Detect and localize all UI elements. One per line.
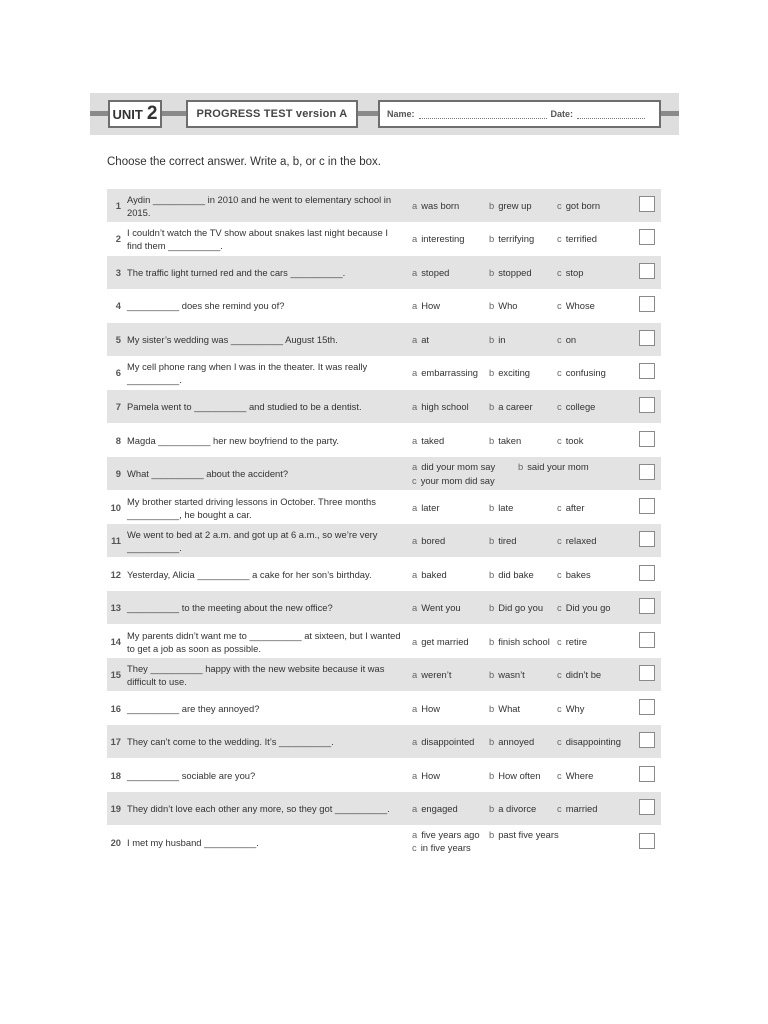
question-row — [107, 256, 661, 289]
option-text: married — [565, 803, 598, 814]
question-text: My parents didn’t want me to __________ at sixteen, but I wanted to get a job as soon as possible. — [127, 629, 401, 654]
answer-box[interactable] — [639, 431, 655, 447]
option-letter: b — [489, 803, 495, 814]
question-number: 14 — [110, 636, 121, 647]
option-text: bakes — [565, 569, 591, 580]
option-letter: a — [412, 267, 418, 278]
option-letter: a — [412, 829, 418, 840]
option-b — [489, 534, 516, 547]
option-c — [557, 601, 611, 614]
option-text: stop — [565, 267, 584, 278]
option-text: grew up — [498, 200, 532, 211]
answer-box[interactable] — [639, 296, 655, 312]
option-letter: b — [518, 461, 524, 472]
question-row — [107, 692, 661, 725]
option-c — [557, 199, 600, 212]
option-text: said your mom — [527, 461, 589, 472]
option-text: confusing — [565, 367, 606, 378]
question-number: 5 — [115, 334, 121, 345]
option-letter: a — [412, 736, 418, 747]
answer-box[interactable] — [639, 833, 655, 849]
option-c — [557, 568, 591, 581]
question-row — [107, 658, 661, 691]
answer-box[interactable] — [639, 732, 655, 748]
question-row — [107, 591, 661, 624]
option-c — [557, 534, 596, 547]
question-number: 2 — [115, 233, 121, 244]
option-c — [557, 501, 584, 514]
question-number: 15 — [110, 669, 121, 680]
option-b — [489, 828, 559, 841]
question-row — [107, 759, 661, 792]
option-text: late — [498, 502, 514, 513]
option-letter: c — [557, 334, 562, 345]
answer-box[interactable] — [639, 229, 655, 245]
option-text: got born — [565, 200, 601, 211]
option-letter: b — [489, 602, 495, 613]
answer-box[interactable] — [639, 766, 655, 782]
option-letter: c — [557, 736, 562, 747]
option-letter: c — [557, 535, 562, 546]
option-letter: a — [412, 803, 418, 814]
option-a — [412, 668, 451, 681]
option-text: interesting — [421, 233, 465, 244]
option-text: Why — [565, 703, 585, 714]
question-number: 20 — [110, 837, 121, 848]
option-letter: c — [412, 842, 417, 853]
option-text: Went you — [421, 602, 461, 613]
option-text: five years ago — [421, 829, 480, 840]
header-stripe-mid — [162, 111, 186, 116]
option-b — [489, 199, 532, 212]
question-text: My brother started driving lessons in October. Three months __________, he bought a car. — [127, 495, 376, 520]
option-letter: b — [489, 502, 495, 513]
option-c — [557, 333, 576, 346]
option-b — [489, 266, 532, 279]
option-text: on — [565, 334, 577, 345]
test-title: PROGRESS TEST version A — [196, 108, 348, 120]
question-row — [107, 625, 661, 658]
question-row — [107, 323, 661, 356]
option-letter: a — [412, 569, 418, 580]
option-letter: a — [412, 200, 418, 211]
question-number: 9 — [115, 468, 121, 479]
option-a — [412, 333, 429, 346]
option-letter: b — [489, 736, 495, 747]
option-letter: c — [412, 475, 417, 486]
option-letter: a — [412, 602, 418, 613]
option-text: exciting — [498, 367, 531, 378]
question-row — [107, 524, 661, 557]
question-row — [107, 826, 661, 859]
question-text: __________ does she remind you of? — [127, 300, 285, 311]
option-a — [412, 299, 440, 312]
option-b — [489, 333, 506, 346]
option-c — [557, 802, 597, 815]
answer-box[interactable] — [639, 397, 655, 413]
question-text: They __________ happy with the new website because it was difficult to use. — [127, 662, 385, 687]
answer-box[interactable] — [639, 799, 655, 815]
option-a — [412, 828, 480, 841]
unit-label-box — [108, 100, 162, 128]
option-letter: b — [489, 300, 495, 311]
question-row — [107, 356, 661, 389]
question-text: My sister’s wedding was __________ August 15th. — [127, 334, 338, 345]
option-letter: c — [557, 803, 562, 814]
option-text: get married — [421, 636, 469, 647]
question-number: 16 — [110, 703, 121, 714]
option-letter: b — [489, 200, 495, 211]
question-text: __________ are they annoyed? — [127, 703, 260, 714]
question-number: 11 — [111, 535, 121, 546]
option-text: finish school — [498, 636, 550, 647]
option-a — [412, 400, 469, 413]
option-text: Who — [498, 300, 518, 311]
option-c — [557, 769, 593, 782]
option-letter: b — [489, 703, 495, 714]
option-b — [489, 366, 530, 379]
option-text: high school — [421, 401, 469, 412]
option-b — [489, 232, 534, 245]
option-b — [489, 299, 518, 312]
option-letter: b — [489, 535, 495, 546]
option-letter: b — [489, 334, 495, 345]
option-letter: b — [489, 233, 495, 244]
option-text: stoped — [421, 267, 450, 278]
option-letter: b — [489, 669, 495, 680]
header-stripe-right — [661, 111, 679, 116]
answer-box[interactable] — [639, 363, 655, 379]
option-text: in five years — [420, 842, 471, 853]
option-a — [412, 635, 469, 648]
option-letter: c — [557, 435, 562, 446]
question-number: 19 — [110, 803, 121, 814]
option-text: after — [565, 502, 585, 513]
header-stripe-left — [90, 111, 108, 116]
answer-box[interactable] — [639, 598, 655, 614]
name-field[interactable] — [419, 109, 547, 119]
question-row — [107, 558, 661, 591]
name-date-box — [378, 100, 661, 128]
option-a — [412, 266, 449, 279]
option-text: past five years — [498, 829, 559, 840]
unit-number: 2 — [146, 103, 158, 124]
question-number: 12 — [110, 569, 121, 580]
question-number: 18 — [110, 770, 121, 781]
question-number: 10 — [110, 502, 121, 513]
option-text: How often — [498, 770, 541, 781]
answer-box[interactable] — [639, 464, 655, 480]
question-text: I met my husband __________. — [127, 837, 259, 848]
option-letter: c — [557, 703, 562, 714]
option-b — [489, 735, 534, 748]
option-text: engaged — [421, 803, 458, 814]
option-letter: a — [412, 233, 418, 244]
option-letter: b — [489, 401, 495, 412]
option-a — [412, 735, 474, 748]
answer-box[interactable] — [639, 531, 655, 547]
option-text: Whose — [565, 300, 595, 311]
option-b — [489, 601, 543, 614]
option-text: tired — [498, 535, 517, 546]
option-text: How — [421, 703, 440, 714]
answer-box[interactable] — [639, 565, 655, 581]
option-letter: b — [489, 770, 495, 781]
option-text: your mom did say — [420, 475, 495, 486]
option-letter: a — [412, 703, 418, 714]
option-text: didn’t be — [565, 669, 602, 680]
option-text: in — [498, 334, 506, 345]
option-text: at — [421, 334, 430, 345]
option-letter: a — [412, 367, 418, 378]
option-text: relaxed — [565, 535, 597, 546]
option-letter: a — [412, 401, 418, 412]
question-number: 17 — [110, 736, 121, 747]
date-label: Date: — [550, 109, 574, 119]
question-text: __________ to the meeting about the new office? — [127, 602, 333, 613]
option-text: Did go you — [498, 602, 544, 613]
option-text: did your mom say — [421, 461, 496, 472]
option-letter: a — [412, 300, 418, 311]
option-a — [412, 568, 447, 581]
test-title-box — [186, 100, 358, 128]
answer-box[interactable] — [639, 498, 655, 514]
option-text: disappointed — [421, 736, 475, 747]
question-row — [107, 792, 661, 825]
answer-box[interactable] — [639, 263, 655, 279]
question-text: My cell phone rang when I was in the theater. It was really __________. — [127, 360, 368, 385]
option-text: How — [421, 770, 440, 781]
option-text: later — [421, 502, 440, 513]
question-row — [107, 289, 661, 322]
option-letter: c — [557, 367, 562, 378]
instructions: Choose the correct answer. Write a, b, or c in the box. — [107, 156, 382, 168]
option-letter: c — [557, 569, 562, 580]
option-a — [412, 534, 445, 547]
question-row — [107, 424, 661, 457]
answer-box[interactable] — [639, 699, 655, 715]
option-b — [489, 668, 525, 681]
option-text: taked — [421, 435, 445, 446]
question-row — [107, 725, 661, 758]
option-text: annoyed — [498, 736, 535, 747]
option-letter: c — [557, 267, 562, 278]
option-text: wasn’t — [498, 669, 525, 680]
answer-box[interactable] — [639, 196, 655, 212]
option-letter: c — [557, 636, 562, 647]
question-number: 1 — [115, 200, 121, 211]
option-text: terrified — [565, 233, 597, 244]
option-text: stopped — [498, 267, 532, 278]
question-text: The traffic light turned red and the cars __________. — [127, 267, 346, 278]
option-b — [489, 702, 520, 715]
question-text: Pamela went to __________ and studied to be a dentist. — [127, 401, 362, 412]
question-text: __________ sociable are you? — [127, 770, 256, 781]
option-text: baked — [421, 569, 447, 580]
date-field[interactable] — [577, 109, 645, 119]
question-row — [107, 491, 661, 524]
option-text: retire — [565, 636, 588, 647]
option-letter: c — [557, 300, 562, 311]
option-c — [557, 434, 583, 447]
option-text: Did you go — [565, 602, 611, 613]
name-label: Name: — [387, 109, 415, 119]
option-letter: c — [557, 233, 562, 244]
option-a — [412, 769, 440, 782]
question-text: They didn’t love each other any more, so they got __________. — [127, 803, 390, 814]
option-text: a career — [498, 401, 533, 412]
option-letter: a — [412, 636, 418, 647]
unit-label: UNIT — [112, 106, 143, 122]
option-c — [557, 232, 597, 245]
option-c — [412, 474, 495, 487]
option-letter: c — [557, 770, 562, 781]
answer-box[interactable] — [639, 632, 655, 648]
option-b — [489, 635, 550, 648]
answer-box[interactable] — [639, 330, 655, 346]
option-letter: a — [412, 770, 418, 781]
answer-box[interactable] — [639, 665, 655, 681]
question-row — [107, 222, 661, 255]
option-a — [412, 501, 439, 514]
option-text: took — [565, 435, 584, 446]
option-text: a divorce — [498, 803, 537, 814]
option-a — [412, 232, 464, 245]
option-letter: c — [557, 401, 562, 412]
option-letter: a — [412, 502, 418, 513]
option-c — [557, 400, 595, 413]
question-text: Magda __________ her new boyfriend to the party. — [127, 435, 339, 446]
question-row — [107, 390, 661, 423]
question-number: 13 — [110, 602, 121, 613]
option-c — [557, 266, 583, 279]
question-text: They can’t come to the wedding. It’s __________. — [127, 736, 334, 747]
option-text: How — [421, 300, 440, 311]
option-text: bored — [421, 535, 446, 546]
option-letter: b — [489, 435, 495, 446]
question-row — [107, 457, 661, 490]
option-b — [489, 434, 521, 447]
option-letter: b — [489, 267, 495, 278]
question-text: We went to bed at 2 a.m. and got up at 6 a.m., so we’re very __________. — [127, 528, 378, 553]
option-b — [489, 400, 533, 413]
option-a — [412, 199, 459, 212]
option-c — [557, 668, 601, 681]
option-a — [412, 802, 458, 815]
option-text: terrifying — [498, 233, 535, 244]
option-b — [489, 501, 513, 514]
option-a — [412, 434, 444, 447]
option-c — [557, 635, 587, 648]
option-letter: a — [412, 461, 418, 472]
option-letter: a — [412, 669, 418, 680]
option-text: did bake — [498, 569, 534, 580]
option-b — [489, 769, 540, 782]
option-c — [557, 366, 606, 379]
option-text: taken — [498, 435, 522, 446]
option-text: was born — [421, 200, 460, 211]
option-b — [518, 460, 589, 473]
option-c — [557, 702, 584, 715]
question-text: What __________ about the accident? — [127, 468, 289, 479]
option-b — [489, 568, 534, 581]
question-number: 7 — [115, 401, 121, 412]
option-text: embarrassing — [421, 367, 479, 378]
option-text: college — [565, 401, 596, 412]
option-a — [412, 702, 440, 715]
option-text: weren’t — [421, 669, 452, 680]
header-stripe-mid2 — [358, 111, 378, 116]
question-number: 6 — [115, 367, 121, 378]
option-letter: b — [489, 569, 495, 580]
option-letter: b — [489, 636, 495, 647]
option-letter: a — [412, 435, 418, 446]
option-a — [412, 601, 461, 614]
question-number: 4 — [115, 300, 121, 311]
question-number: 3 — [115, 267, 121, 278]
option-b — [489, 802, 536, 815]
option-letter: b — [489, 829, 495, 840]
option-letter: c — [557, 200, 562, 211]
option-a — [412, 366, 478, 379]
option-c — [557, 735, 621, 748]
question-text: I couldn’t watch the TV show about snakes last night because I find them __________. — [127, 226, 388, 251]
question-row — [107, 189, 661, 222]
option-text: What — [498, 703, 521, 714]
question-text: Yesterday, Alicia __________ a cake for her son’s birthday. — [127, 569, 372, 580]
option-letter: a — [412, 535, 418, 546]
option-letter: c — [557, 669, 562, 680]
option-c — [412, 841, 471, 854]
option-letter: c — [557, 502, 562, 513]
option-c — [557, 299, 595, 312]
question-number: 8 — [115, 435, 121, 446]
option-a — [412, 460, 495, 473]
option-letter: a — [412, 334, 418, 345]
option-text: Where — [565, 770, 594, 781]
question-text: Aydin __________ in 2010 and he went to elementary school in 2015. — [127, 193, 392, 218]
option-letter: b — [489, 367, 495, 378]
option-text: disappointing — [565, 736, 621, 747]
option-letter: c — [557, 602, 562, 613]
